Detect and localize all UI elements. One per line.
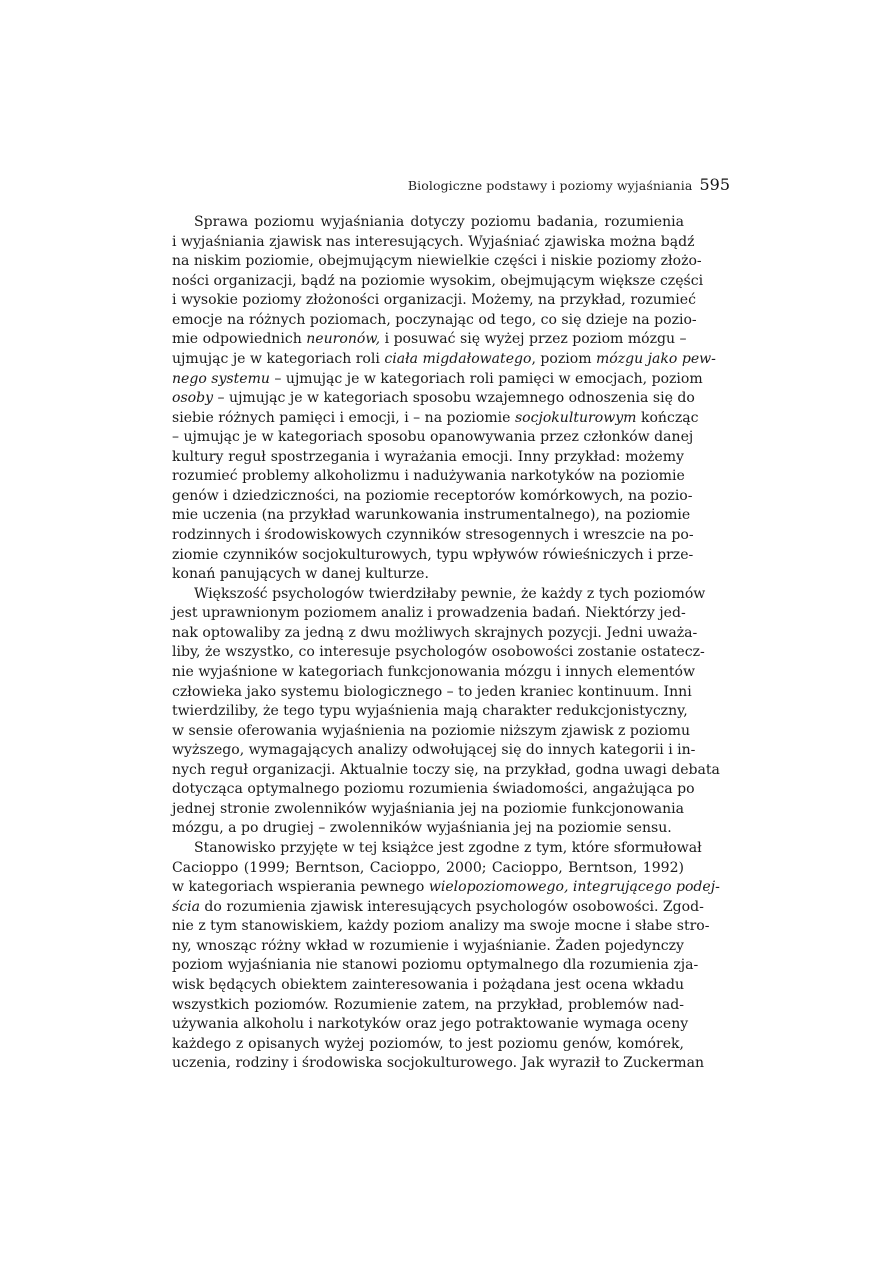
text-line — [172, 839, 702, 859]
italic-term: neuronów, — [306, 331, 381, 348]
text-line — [172, 252, 702, 272]
text-segment: wszystkich poziomów. Rozumienie zatem, na przykład, problemów nad- — [172, 996, 684, 1013]
text-line — [172, 956, 699, 976]
text-line — [172, 546, 694, 566]
text-line — [172, 585, 706, 605]
text-line — [172, 565, 684, 585]
text-segment: ny, wnosząc różny wkład w rozumienie i wyjaśnianie. Żaden pojedynczy — [172, 937, 684, 954]
text-segment: nie wyjaśnione w kategoriach funkcjonowania mózgu i innych elementów — [172, 663, 696, 680]
text-segment: używania alkoholu i narkotyków oraz jego potraktowanie wymaga oceny — [172, 1016, 689, 1033]
text-segment: do rozumienia zjawisk interesujących psychologów osobowości. Zgod- — [199, 898, 704, 915]
text-segment: Cacioppo (1999; Berntson, Cacioppo, 2000; Cacioppo, Berntson, 1992) — [172, 859, 684, 876]
text-segment: genów i dziedziczności, na poziomie receptorów komórkowych, na pozio- — [172, 487, 693, 504]
text-line — [172, 604, 684, 624]
text-segment: mie odpowiednich — [172, 331, 307, 348]
text-line — [172, 506, 691, 526]
text-segment: kultury reguł spostrzegania i wyrażania emocji. Inny przykład: możemy — [172, 448, 684, 465]
text-segment: wyższego, wymagających analizy odwołującej się do innych kategorii i in- — [172, 742, 696, 759]
text-segment: nak optowaliby za jedną z dwu możliwych skrajnych pozycji. Jedni uważa- — [172, 624, 698, 641]
text-line — [172, 448, 684, 468]
text-segment: konań panujących w danej kulturze. — [172, 566, 429, 583]
text-line — [172, 702, 688, 722]
text-line — [172, 409, 699, 429]
text-segment: ujmując je w kategoriach roli — [172, 350, 385, 367]
text-line — [172, 643, 705, 663]
text-line — [172, 291, 696, 311]
text-segment: i posuwać się wyżej przez poziom mózgu – — [380, 331, 687, 348]
page-number: 595 — [699, 175, 730, 194]
text-line — [172, 1015, 689, 1035]
text-line — [172, 722, 690, 742]
text-line — [172, 350, 716, 370]
text-line — [172, 311, 697, 331]
text-segment: – ujmując je w kategoriach sposobu wzajemnego odnoszenia się do — [213, 390, 695, 407]
text-line — [172, 898, 704, 918]
text-segment: mie uczenia (na przykład warunkowania instrumentalnego), na poziomie — [172, 507, 691, 524]
text-line — [172, 741, 696, 761]
text-line — [172, 487, 693, 507]
text-segment: wisk będących obiektem zainteresowania i pożądana jest ocena wkładu — [172, 976, 684, 993]
text-line — [172, 233, 695, 253]
text-segment: siebie różnych pamięci i emocji, i – na poziomie — [172, 409, 515, 426]
text-segment: emocje na różnych poziomach, poczynając od tego, co się dzieje na pozio- — [172, 311, 697, 328]
text-line — [172, 800, 684, 820]
text-segment: mózgu, a po drugiej – zwolenników wyjaśniania jej na poziomie sensu. — [172, 820, 672, 837]
text-segment: twierdziliby, że tego typu wyjaśnienia mają charakter redukcjonistyczny, — [172, 703, 688, 720]
text-segment: – ujmując je w kategoriach sposobu opanowywania przez członków danej — [172, 429, 694, 446]
text-segment: rodzinnych i środowiskowych czynników stresogennych i wreszcie na po- — [172, 527, 694, 543]
text-segment: kończąc — [636, 409, 699, 426]
text-line — [172, 859, 684, 879]
text-segment: jest uprawnionym poziomem analiz i prowadzenia badań. Niektórzy jed- — [172, 605, 686, 622]
italic-term: socjokulturowym — [514, 409, 637, 426]
text-segment: ności organizacji, bądź na poziomie wysokim, obejmującym większe części — [172, 272, 704, 289]
italic-term: ciała migdałowatego — [384, 350, 532, 367]
text-line — [172, 996, 684, 1016]
text-line — [172, 917, 710, 937]
text-segment: Stanowisko przyjęte w tej książce jest zgodne z tym, które sformułował — [194, 840, 702, 856]
running-title: Biologiczne podstawy i poziomy wyjaśniania — [407, 178, 693, 193]
text-line — [172, 976, 684, 996]
text-segment: rozumieć problemy alkoholizmu i nadużywania narkotyków na poziomie — [172, 468, 685, 485]
text-line — [172, 937, 684, 957]
text-line — [172, 1054, 705, 1074]
running-header — [172, 174, 730, 197]
text-segment: na niskim poziomie, obejmującym niewielkie części i niskie poziomy złożo- — [172, 253, 702, 270]
body-text — [172, 213, 720, 1074]
text-segment: i wyjaśniania zjawisk nas interesujących. Wyjaśniać zjawiska można bądź — [172, 233, 695, 250]
text-segment: Większość psychologów twierdziłaby pewnie, że każdy z tych poziomów — [194, 585, 706, 602]
text-segment: człowieka jako systemu biologicznego – to jeden kraniec kontinuum. Inni — [172, 683, 692, 700]
italic-term: nego systemu — [172, 370, 270, 387]
text-line — [172, 819, 684, 839]
text-line — [172, 624, 698, 644]
text-line — [172, 1035, 684, 1055]
text-segment: nych reguł organizacji. Aktualnie toczy się, na przykład, godna uwagi debata — [172, 761, 720, 778]
italic-term: wielopoziomowego, integrującego podej- — [428, 879, 720, 896]
text-segment: ziomie czynników socjokulturowych, typu wpływów rówieśniczych i prze- — [172, 546, 694, 563]
text-segment: jednej stronie zwolenników wyjaśniania jej na poziomie funkcjonowania — [172, 800, 684, 817]
text-segment: , poziom — [531, 350, 596, 367]
text-line — [172, 330, 687, 350]
text-line — [172, 878, 720, 898]
text-line — [172, 663, 696, 683]
text-line — [172, 213, 684, 233]
text-line — [172, 780, 695, 800]
text-segment: i wysokie poziomy złożoności organizacji. Możemy, na przykład, rozumieć — [172, 292, 696, 309]
text-segment: liby, że wszystko, co interesuje psychologów osobowości zostanie ostatecz- — [172, 644, 705, 661]
text-segment: – ujmując je w kategoriach roli pamięci w emocjach, poziom — [269, 370, 703, 387]
text-segment: każdego z opisanych wyżej poziomów, to jest poziomu genów, komórek, — [172, 1035, 684, 1052]
text-line — [172, 370, 703, 390]
text-segment: poziom wyjaśniania nie stanowi poziomu optymalnego dla rozumienia zja- — [172, 957, 699, 974]
text-segment: w sensie oferowania wyjaśnienia na poziomie niższym zjawisk z poziomu — [172, 722, 690, 739]
italic-term: ścia — [172, 898, 200, 915]
text-line — [172, 272, 704, 292]
text-segment: dotycząca optymalnego poziomu rozumienia świadomości, angażująca po — [172, 781, 695, 798]
italic-term: mózgu jako pew- — [595, 350, 716, 367]
text-segment: nie z tym stanowiskiem, każdy poziom analizy ma swoje mocne i słabe stro- — [172, 918, 710, 935]
italic-term: osoby — [172, 390, 214, 407]
text-line — [172, 761, 720, 781]
text-segment: w kategoriach wspierania pewnego — [172, 879, 429, 896]
text-segment: Sprawa poziomu wyjaśniania dotyczy poziomu badania, rozumienia — [194, 214, 684, 230]
text-line — [172, 389, 695, 409]
text-line — [172, 467, 684, 487]
text-line — [172, 683, 692, 703]
text-segment: uczenia, rodziny i środowiska socjokulturowego. Jak wyraził to Zuckerman — [172, 1055, 705, 1072]
text-line — [172, 526, 694, 546]
text-line — [172, 428, 694, 448]
